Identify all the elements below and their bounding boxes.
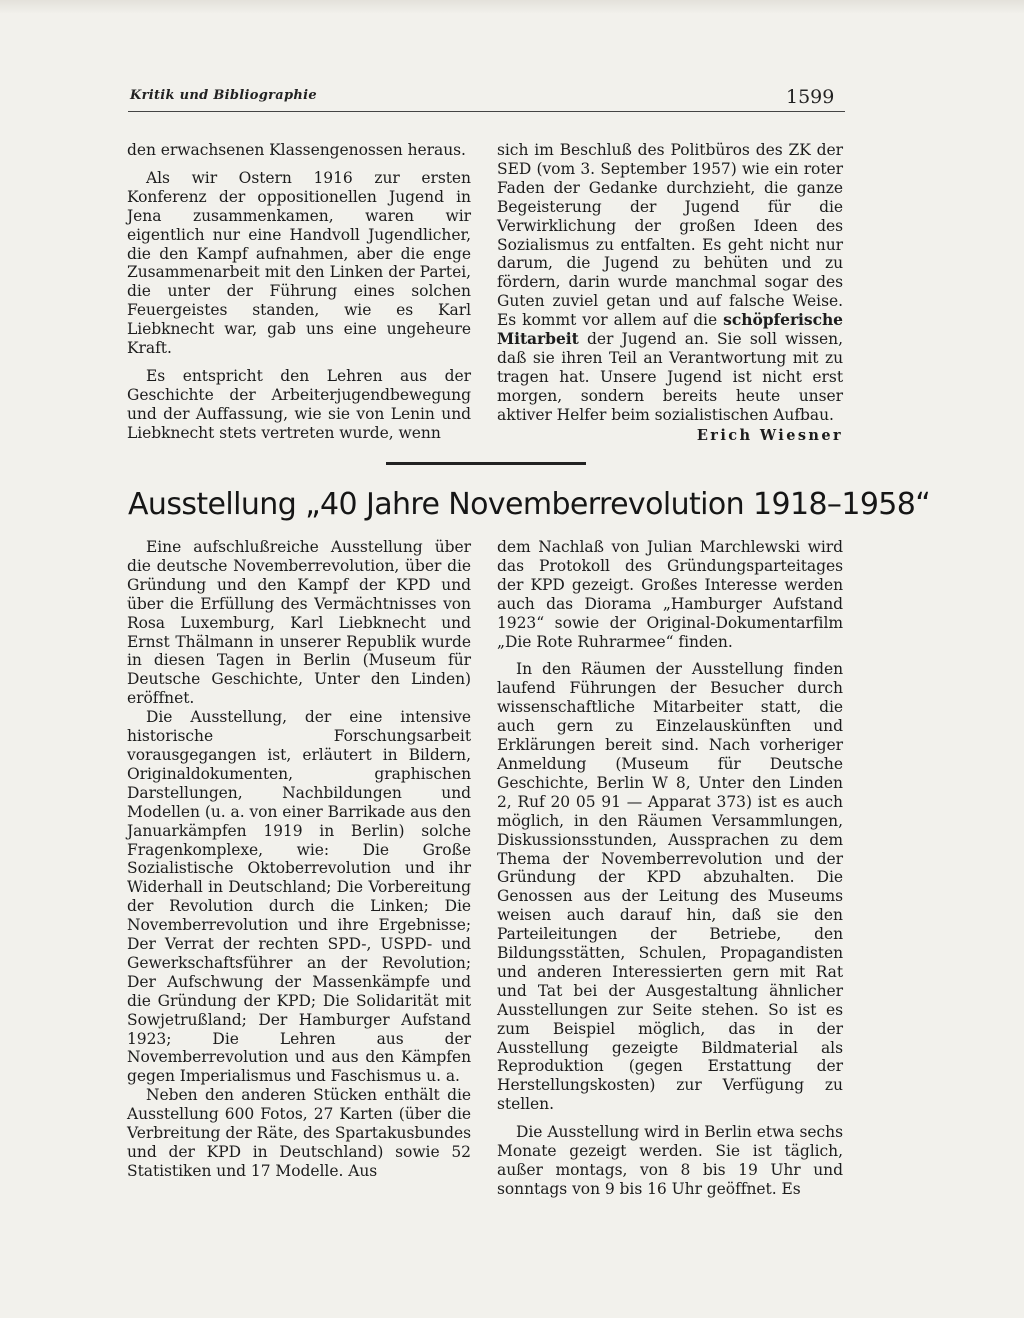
article1-column-right	[497, 141, 843, 446]
paragraph: dem Nachlaß von Julian Marchlewski wird das Protokoll des Gründungsparteitages der KPD gezeigt. Großes Interesse werden auch das Diorama „Hamburger Aufstand 1923“ sowie der Original-Dokumentarfilm „Die Rote Ruhrarmee“ finden.	[497, 538, 843, 651]
paragraph	[497, 141, 843, 425]
author-signature: Erich Wiesner	[696, 426, 843, 444]
paragraph: Die Ausstellung, der eine intensive historische Forschungsarbeit vorausgegangen ist, erläutert in Bildern, Originaldokumenten, graphischen Darstellungen, Nachbildungen und Modellen (u. a. von einer Barrikade aus den Januarkämpfen 1919 in Berlin) solche Fragenkomplexe, wie: Die Große Sozialistische Oktoberrevolution und ihr Widerhall in Deutschland; Die Vorbereitung der Revolution durch die Linken; Die Novemberrevolution und ihre Ergebnisse; Der Verrat der rechten SPD-, USPD- und Gewerkschaftsführer an der Revolution; Der Aufschwung der Massenkämpfe und die Gründung der KPD; Die Solidarität mit Sowjetrußland; Der Hamburger Aufstand 1923; Die Lehren aus der Novemberrevolution und aus den Kämpfen gegen Imperialismus und Faschismus u. a.	[127, 708, 471, 1086]
header-rule	[128, 111, 845, 112]
emphasis-text: schöpferische Mitarbeit	[497, 310, 843, 349]
paragraph: Neben den anderen Stücken enthält die Ausstellung 600 Fotos, 27 Karten (über die Verbreitung der Räte, des Spartakusbundes und der KPD in Deutschland) sowie 52 Statistiken und 17 Modelle. Aus	[127, 1086, 471, 1180]
paragraph: Als wir Ostern 1916 zur ersten Konferenz der oppositionellen Jugend in Jena zusammenkamen, waren wir eigentlich nur eine Handvoll Jugendlicher, die den Kampf aufnahmen, aber die enge Zusammenarbeit mit den Linken der Partei, die unter der Führung eines solchen Feuergeistes standen, wie es Karl Liebknecht war, gab uns eine ungeheure Kraft.	[127, 168, 471, 358]
article-title: Ausstellung „40 Jahre Novemberrevolution 1918–1958“	[128, 487, 931, 522]
paragraph: Eine aufschlußreiche Ausstellung über die deutsche Novemberrevolution, über die Gründung und den Kampf der KPD und über die Erfüllung des Vermächtnisses von Rosa Luxemburg, Karl Liebknecht und Ernst Thälmann in unserer Republik wurde in diesen Tagen in Berlin (Museum für Deutsche Geschichte, Unter den Linden) eröffnet.	[127, 538, 471, 708]
scan-edge	[0, 0, 1024, 14]
running-head: Kritik und Bibliographie	[130, 88, 317, 103]
paragraph: den erwachsenen Klassengenossen heraus.	[127, 141, 466, 159]
article2-column-right	[497, 538, 843, 1199]
paragraph: Die Ausstellung wird in Berlin etwa sechs Monate gezeigt werden. Sie ist täglich, außer montags, von 8 bis 19 Uhr und sonntags von 9 bis 16 Uhr geöffnet. Es	[497, 1123, 843, 1198]
text-run: sich im Beschluß des Politbüros des ZK der SED (vom 3. September 1957) wie ein roter Faden der Gedanke durchzieht, die ganze Begeisterung der Jugend für die Verwirklichung der großen Ideen des Sozialismus zu entfalten. Es geht nicht nur darum, die Jugend zu behüten und zu fördern, darin wurde manchmal sogar des Guten zuviel getan und auf falsche Weise. Es kommt vor allem auf die	[497, 141, 843, 330]
section-divider	[386, 462, 586, 465]
page-number: 1599	[786, 86, 835, 108]
article2-column-left	[127, 538, 471, 1181]
paragraph: Es entspricht den Lehren aus der Geschichte der Arbeiterjugendbewegung und der Auffassung, wie sie von Lenin und Liebknecht stets vertreten wurde, wenn	[127, 366, 471, 442]
paragraph: In den Räumen der Ausstellung finden laufend Führungen der Besucher durch wissenschaftliche Mitarbeiter statt, die auch gern zu Einzelauskünften und Erklärungen bereit sind. Nach vorheriger Anmeldung (Museum für Deutsche Geschichte, Berlin W 8, Unter den Linden 2, Ruf 20 05 91 — Apparat 373) ist es auch möglich, in den Räumen Versammlungen, Diskussionsstunden, Aussprachen zu dem Thema der Novemberrevolution und der Gründung der KPD abzuhalten. Die Genossen aus der Leitung des Museums weisen auch darauf hin, daß sie den Parteileitungen der Betriebe, den Bildungsstätten, Schulen, Propagandisten und anderen Interessierten gern mit Rat und Tat bei der Ausgestaltung ähnlicher Ausstellungen zur Seite stehen. So ist es zum Beispiel möglich, das in der Ausstellung gezeigte Bildmaterial als Reproduktion (gegen Erstattung der Herstellungskosten) zur Verfügung zu stellen.	[497, 660, 843, 1114]
article1-column-left	[127, 141, 471, 443]
text-run: der Jugend an. Sie soll wissen, daß sie ihren Teil an Verantwortung mit zu tragen hat. Unsere Jugend ist nicht erst morgen, sondern bereits heute unser aktiver Helfer beim sozialistischen Aufbau.	[497, 330, 843, 424]
